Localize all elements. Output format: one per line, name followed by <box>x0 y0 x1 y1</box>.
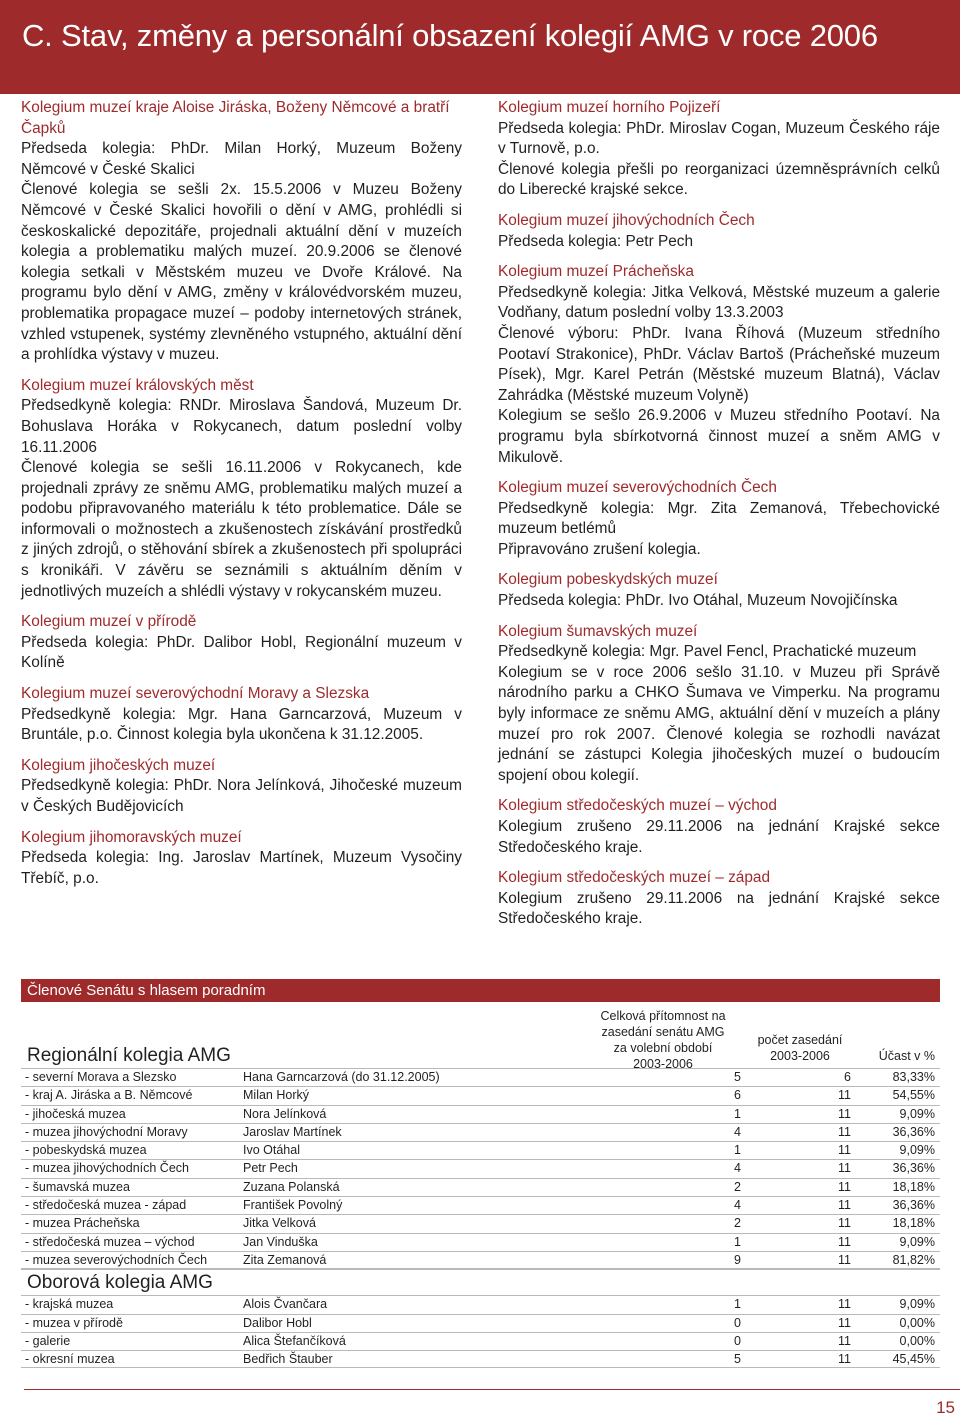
percent-cell: 9,09% <box>899 1143 935 1158</box>
attendance-cell: 6 <box>734 1088 741 1103</box>
college-name-cell: - muzea jihovýchodní Moravy <box>25 1124 188 1139</box>
college-name-cell: - muzea severovýchodních Čech <box>25 1252 208 1267</box>
sessions-cell: 11 <box>838 1297 851 1312</box>
college-body: Předsedkyně kolegia: Mgr. Zita Zemanová, Třebechovické muzeum betlémů Připravováno zrušení kolegia. <box>498 499 940 558</box>
college-section <box>498 796 940 858</box>
college-body: Předseda kolegia: PhDr. Miroslav Cogan, Muzeum Českého ráje v Turnově, p.o. Členové kolegia přešli po reorganizaci územněsprávních celků do Liberecké krajské sekce. <box>498 119 940 199</box>
member-name-cell: Bedřich Štauber <box>243 1352 333 1367</box>
footer-rule <box>24 1389 960 1390</box>
table-row <box>21 1214 940 1232</box>
attendance-cell: 0 <box>734 1333 741 1348</box>
percent-cell: 36,36% <box>892 1161 935 1176</box>
percent-cell: 36,36% <box>892 1124 935 1139</box>
regional-colleges-heading: Regionální kolegia AMG <box>27 1045 231 1066</box>
college-section <box>21 684 462 746</box>
college-section <box>498 622 940 787</box>
college-body: Předseda kolegia: PhDr. Milan Horký, Muzeum Boženy Němcové v České Skalici Členové kolegia se sešli 2x. 15.5.2006 v Muzeu Boženy Němcové v České Skalici hovořili o dění v AMG, prohlédli si českoskalické depozitáře, projednali aktuální dění v muzeích kolegia a problematiku malých muzeí. 20.9.2006 se členové kolegia setkali v Městském muzeu ve Dvoře Králové. Na programu bylo dění v AMG, změny v královédvorském muzeu, problematika propagace muzeí – podoby internetových stránek, vzhled vstupenek, systémy zlevněného vstupného, aktuální dění a prohlídka výstavy v muzeu. <box>21 140 462 364</box>
percent-cell: 83,33% <box>892 1070 935 1084</box>
college-section <box>498 262 940 468</box>
percent-cell: 45,45% <box>892 1352 935 1367</box>
college-heading: Kolegium jihočeských muzeí <box>21 756 216 774</box>
college-heading: Kolegium středočeských muzeí – východ <box>498 797 777 815</box>
percent-cell: 54,55% <box>892 1088 935 1103</box>
college-heading: Kolegium muzeí severovýchodních Čech <box>498 479 777 497</box>
sessions-cell: 11 <box>838 1143 851 1158</box>
attendance-cell: 2 <box>734 1216 741 1231</box>
sessions-cell: 11 <box>838 1088 851 1103</box>
senate-table-title: Členové Senátu s hlasem poradním <box>21 979 940 1002</box>
percent-cell: 9,09% <box>899 1106 935 1121</box>
member-name-cell: František Povolný <box>243 1198 343 1213</box>
percent-cell: 81,82% <box>892 1252 935 1267</box>
college-section <box>21 376 462 603</box>
percent-cell: 9,09% <box>899 1234 935 1249</box>
college-body: Předsedkyně kolegia: Jitka Velková, Městské muzeum a galerie Vodňany, datum poslední volby 13.3.2003 Členové výboru: PhDr. Ivana Říhová (Muzeum středního Pootaví Strakonice), PhDr. Václav Bartoš (Prácheňské muzeum Písek), Mgr. Karel Petrán (Městské muzeum Blatná), Václav Zahrádka (Městské muzeum Volyně) Kolegium se sešlo 26.9.2006 v Muzeu středního Pootaví. Na programu byla sbírkotvorná činnost muzeí a sněm AMG v Mikulově. <box>498 283 940 466</box>
attendance-cell: 4 <box>734 1161 741 1176</box>
member-name-cell: Nora Jelínková <box>243 1106 327 1121</box>
college-body: Předseda kolegia: Petr Pech <box>498 232 694 250</box>
college-heading: Kolegium jihomoravských muzeí <box>21 828 242 846</box>
sessions-cell: 11 <box>838 1252 851 1267</box>
college-body: Předseda kolegia: PhDr. Dalibor Hobl, Regionální muzeum v Kolíně <box>21 633 462 672</box>
attendance-cell: 9 <box>734 1252 741 1267</box>
college-heading: Kolegium muzeí severovýchodní Moravy a Slezska <box>21 685 370 703</box>
college-body: Předsedkyně kolegia: Mgr. Pavel Fencl, Prachatické muzeum Kolegium se v roce 2006 sešlo 31.10. v Muzeu při Správě národního parku a CHKO Šumava ve Vimperku. Na programu byly informace ze sněmu AMG, aktuální dění v muzeích a plány muzeí pro rok 2007. Členové kolegia se rozhodli navázat jednání se zástupci Kolegia jihočeských muzeí o budoucím spojení obou kolegií. <box>498 643 940 784</box>
percent-cell: 18,18% <box>892 1179 935 1194</box>
attendance-column-header: Celková přítomnost na zasedání senátu AMG za volební období 2003-2006 <box>600 1009 726 1071</box>
college-section <box>498 868 940 930</box>
member-name-cell: Zuzana Polanská <box>243 1179 340 1194</box>
college-name-cell: - krajská muzea <box>25 1297 114 1312</box>
college-section <box>498 570 940 611</box>
college-section <box>21 756 462 818</box>
college-name-cell: - šumavská muzea <box>25 1179 130 1194</box>
left-column <box>21 98 462 899</box>
college-heading: Kolegium muzeí jihovýchodních Čech <box>498 211 755 229</box>
attendance-cell: 4 <box>734 1124 741 1139</box>
percent-cell: 18,18% <box>892 1216 935 1231</box>
college-section <box>498 478 940 560</box>
member-name-cell: Jan Vinduška <box>243 1234 318 1249</box>
attendance-cell: 1 <box>734 1106 741 1121</box>
sessions-cell: 11 <box>838 1315 851 1330</box>
college-heading: Kolegium středočeských muzeí – západ <box>498 869 771 887</box>
sessions-cell: 11 <box>838 1352 851 1367</box>
college-heading: Kolegium šumavských muzeí <box>498 622 698 640</box>
college-body: Předsedkyně kolegia: PhDr. Nora Jelínková, Jihočeské muzeum v Českých Budějovicích <box>21 777 462 815</box>
percent-cell: 36,36% <box>892 1198 935 1213</box>
percent-cell: 0,00% <box>899 1315 935 1330</box>
college-name-cell: - pobeskydská muzea <box>25 1143 147 1158</box>
member-name-cell: Ivo Otáhal <box>243 1143 300 1158</box>
college-body: Předsedkyně kolegia: Mgr. Hana Garncarzová, Muzeum v Bruntále, p.o. Činnost kolegia byla ukončena k 31.12.2005. <box>21 705 462 744</box>
table-row <box>21 1314 940 1332</box>
college-body: Kolegium zrušeno 29.11.2006 na jednání Krajské sekce Středočeského kraje. <box>498 818 940 856</box>
college-section <box>498 211 940 252</box>
member-name-cell: Milan Horký <box>243 1088 309 1103</box>
sessions-cell: 11 <box>838 1333 851 1348</box>
sessions-cell: 11 <box>838 1198 851 1213</box>
table-row <box>21 1178 940 1196</box>
college-heading: Kolegium muzeí v přírodě <box>21 613 197 631</box>
member-name-cell: Zita Zemanová <box>243 1252 327 1267</box>
sessions-cell: 11 <box>838 1161 851 1176</box>
table-row <box>21 1332 940 1350</box>
table-header <box>21 1002 940 1071</box>
oborova-rows <box>21 1295 940 1368</box>
college-section <box>498 98 940 201</box>
table-row <box>21 1159 940 1177</box>
attendance-cell: 5 <box>734 1352 741 1367</box>
table-row <box>21 1350 940 1368</box>
right-column <box>498 98 940 940</box>
attendance-cell: 1 <box>734 1143 741 1158</box>
college-name-cell: - muzea v přírodě <box>25 1315 123 1330</box>
table-row <box>21 1141 940 1159</box>
college-name-cell: - muzea jihovýchodních Čech <box>25 1161 189 1176</box>
table-row <box>21 1105 940 1123</box>
chapter-header-bar <box>0 0 960 94</box>
college-heading: Kolegium pobeskydských muzeí <box>498 571 718 589</box>
sessions-cell: 11 <box>838 1216 851 1231</box>
college-body: Předseda kolegia: PhDr. Ivo Otáhal, Muzeum Novojičínska <box>498 592 898 610</box>
table-row <box>21 1251 940 1269</box>
sessions-cell: 11 <box>838 1124 851 1139</box>
college-name-cell: - galerie <box>25 1333 71 1348</box>
sessions-cell: 11 <box>838 1179 851 1194</box>
college-section <box>21 98 462 366</box>
attendance-cell: 2 <box>734 1179 741 1194</box>
college-section <box>21 828 462 890</box>
percent-cell: 0,00% <box>899 1333 935 1348</box>
sessions-column-header: počet zasedání 2003-2006 <box>757 1033 843 1063</box>
college-heading: Kolegium muzeí horního Pojizeří <box>498 99 721 116</box>
attendance-cell: 4 <box>734 1198 741 1213</box>
college-heading: Kolegium muzeí kraje Aloise Jiráska, Boženy Němcové a bratří Čapků <box>21 99 450 137</box>
table-row <box>21 1086 940 1104</box>
attendance-cell: 1 <box>734 1297 741 1312</box>
member-name-cell: Hana Garncarzová (do 31.12.2005) <box>243 1070 440 1084</box>
attendance-cell: 1 <box>734 1234 741 1249</box>
college-name-cell: - muzea Prácheňska <box>25 1216 140 1231</box>
college-body: Předsedkyně kolegia: RNDr. Miroslava Šandová, Muzeum Dr. Bohuslava Horáka v Rokycanech, datum poslední volby 16.11.2006 Členové kolegia se sešli 16.11.2006 v Rokycanech, kde projednali zprávy ze sněmu AMG, problematiku malých muzeí a podobu připravovaného materiálu k této problematice. Dále se informovali o možnostech a zkušenostech získávání prostředků z jiných zdrojů, o stěhování sbírek a zkušenostech při spolupráci s kronikáři. V závěru se seznámili s aktuálním děním v jednotlivých muzeích a shlédli výstavy v rokycanském muzeu. <box>21 397 462 600</box>
member-name-cell: Alois Čvančara <box>243 1297 328 1312</box>
regional-rows <box>21 1068 940 1269</box>
college-body: Předseda kolegia: Ing. Jaroslav Martínek, Muzeum Vysočiny Třebíč, p.o. <box>21 849 462 887</box>
college-body: Kolegium zrušeno 29.11.2006 na jednání Krajské sekce Středočeského kraje. <box>498 889 940 928</box>
college-name-cell: - středočeská muzea – východ <box>25 1234 195 1249</box>
member-name-cell: Jitka Velková <box>243 1216 316 1231</box>
sessions-cell: 6 <box>844 1070 851 1084</box>
oborova-heading-row <box>21 1269 940 1295</box>
page-number: 15 <box>936 1398 955 1417</box>
attendance-cell: 0 <box>734 1315 741 1330</box>
table-row <box>21 1123 940 1141</box>
oborova-colleges-heading: Oborová kolegia AMG <box>27 1272 213 1294</box>
table-row <box>21 1233 940 1251</box>
college-heading: Kolegium muzeí královských měst <box>21 376 254 394</box>
college-name-cell: - kraj A. Jiráska a B. Němcové <box>25 1088 193 1103</box>
percent-cell: 9,09% <box>899 1297 935 1312</box>
table-row <box>21 1196 940 1214</box>
attendance-cell: 5 <box>734 1070 741 1084</box>
percent-column-header: Účast v % <box>878 1049 935 1063</box>
college-section <box>21 612 462 674</box>
college-name-cell: - okresní muzea <box>25 1352 115 1367</box>
member-name-cell: Dalibor Hobl <box>243 1315 312 1330</box>
member-name-cell: Alica Štefančíková <box>243 1333 346 1348</box>
chapter-title: C. Stav, změny a personální obsazení kolegií AMG v roce 2006 <box>22 18 878 53</box>
member-name-cell: Petr Pech <box>243 1161 298 1176</box>
college-name-cell: - jihočeská muzea <box>25 1106 126 1121</box>
college-name-cell: - středočeská muzea - západ <box>25 1198 187 1213</box>
senate-attendance-table <box>21 979 940 1368</box>
college-name-cell: - severní Morava a Slezsko <box>25 1070 177 1084</box>
sessions-cell: 11 <box>838 1234 851 1249</box>
member-name-cell: Jaroslav Martínek <box>243 1124 342 1139</box>
table-row <box>21 1295 940 1313</box>
table-row <box>21 1068 940 1086</box>
college-heading: Kolegium muzeí Prácheňska <box>498 263 694 281</box>
sessions-cell: 11 <box>838 1106 851 1121</box>
